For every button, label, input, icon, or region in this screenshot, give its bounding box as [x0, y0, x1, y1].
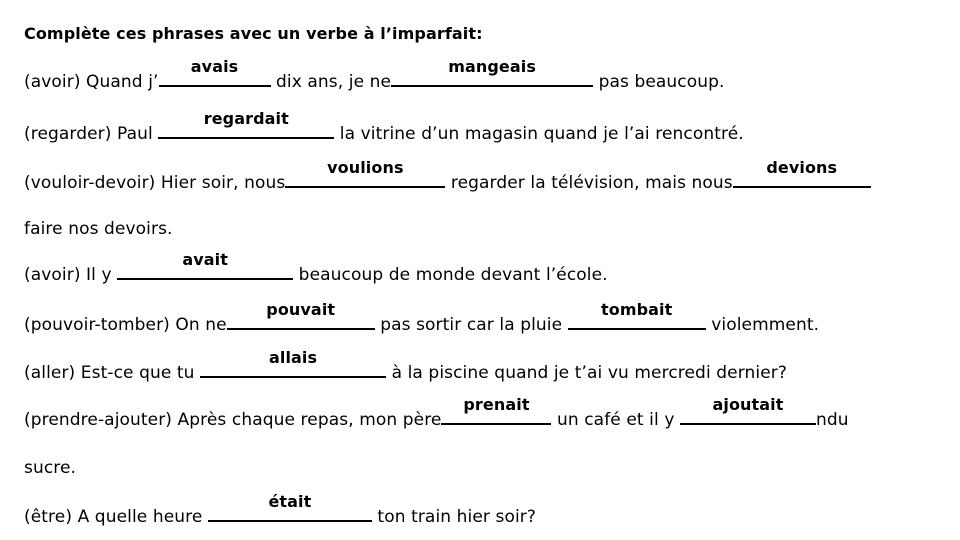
sentence-7-prompt: (prendre-ajouter) Après chaque repas, mon père: [24, 410, 442, 430]
sentence-1-prompt: (avoir) Quand j’: [24, 72, 159, 92]
blank-12[interactable]: [208, 492, 372, 522]
answer-pouvait: pouvait: [266, 300, 336, 319]
blank-2[interactable]: [391, 57, 593, 87]
sentence-1-text: dix ans, je ne: [270, 72, 392, 92]
blank-10[interactable]: [441, 395, 551, 425]
answer-avait: avait: [182, 250, 228, 269]
sentence-8-text: ton train hier soir?: [371, 507, 536, 527]
sentence-7: [24, 395, 849, 430]
sentence-4: [24, 250, 608, 285]
blank-5[interactable]: [733, 158, 871, 188]
sentence-3-continued: faire nos devoirs.: [24, 219, 173, 239]
answer-allais: allais: [268, 348, 318, 367]
sentence-8-prompt: (être) A quelle heure: [24, 507, 208, 527]
exercise-title: Complète ces phrases avec un verbe à l’imparfait:: [24, 24, 483, 43]
blank-9[interactable]: [200, 348, 386, 378]
sentence-7-continued: sucre.: [24, 458, 77, 478]
sentence-3-prompt: (vouloir-devoir) Hier soir, nous: [24, 173, 286, 193]
sentence-5-text: pas sortir car la pluie: [374, 315, 568, 335]
blank-1[interactable]: [159, 57, 271, 87]
answer-etait: était: [268, 492, 312, 511]
sentence-7-text: un café et il y: [551, 410, 680, 430]
sentence-3: [24, 158, 871, 193]
blank-11[interactable]: [680, 395, 816, 425]
answer-devions: devions: [766, 158, 838, 177]
answer-voulions: voulions: [327, 158, 404, 177]
answer-ajoutait: ajoutait: [712, 395, 784, 414]
sentence-5-end: violemment.: [705, 315, 820, 335]
answer-tombait: tombait: [601, 300, 673, 319]
answer-regardait: regardait: [203, 109, 289, 128]
sentence-4-text: beaucoup de monde devant l’école.: [293, 265, 608, 285]
blank-8[interactable]: [568, 300, 706, 330]
sentence-6: [24, 348, 787, 383]
blank-7[interactable]: [227, 300, 375, 330]
blank-4[interactable]: [285, 158, 445, 188]
sentence-1-end: pas beaucoup.: [593, 72, 725, 92]
answer-avais: avais: [190, 57, 239, 76]
sentence-1: [24, 57, 725, 92]
sentence-5: [24, 300, 820, 335]
sentence-2-prompt: (regarder) Paul: [24, 124, 159, 144]
blank-3[interactable]: [158, 109, 334, 139]
blank-6[interactable]: [117, 250, 293, 280]
sentence-7-end: ndu: [816, 410, 849, 430]
sentence-2: [24, 109, 744, 144]
sentence-4-prompt: (avoir) Il y: [24, 265, 118, 285]
sentence-5-prompt: (pouvoir-tomber) On ne: [24, 315, 227, 335]
sentence-6-prompt: (aller) Est-ce que tu: [24, 363, 201, 383]
sentence-2-text: la vitrine d’un magasin quand je l’ai rencontré.: [334, 124, 744, 144]
answer-prenait: prenait: [463, 395, 530, 414]
answer-mangeais: mangeais: [448, 57, 536, 76]
sentence-8: [24, 492, 536, 527]
sentence-3-text: regarder la télévision, mais nous: [445, 173, 733, 193]
sentence-6-text: à la piscine quand je t’ai vu mercredi dernier?: [386, 363, 787, 383]
